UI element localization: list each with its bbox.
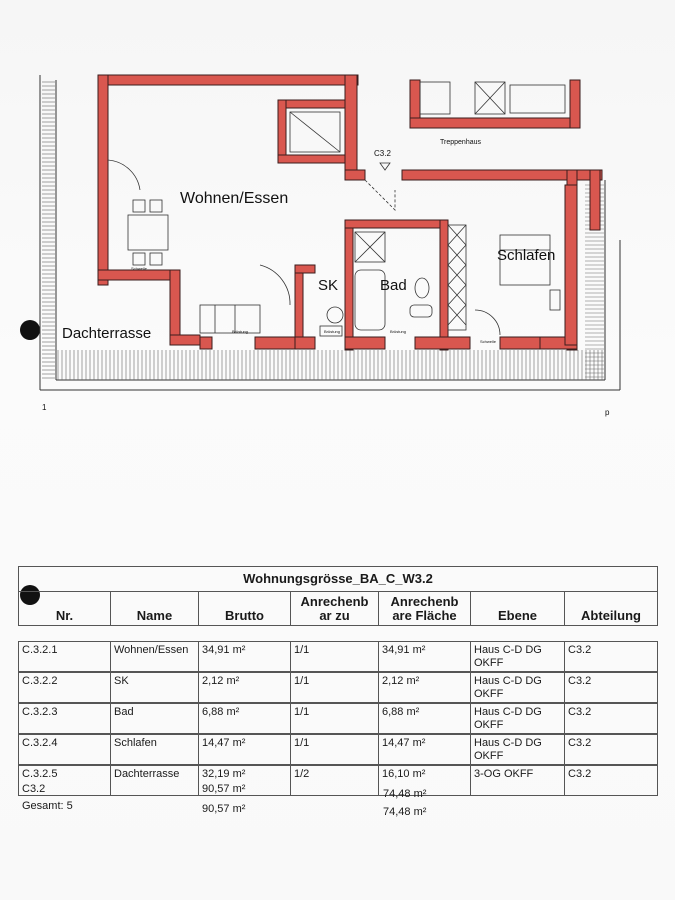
table-row <box>18 765 658 796</box>
bruestung-label: Brüstung <box>232 329 249 334</box>
cell-anrechenbar-zu: 1/1 <box>291 642 379 671</box>
cell-flaeche: 2,12 m² <box>379 673 471 702</box>
table-title: Wohnungsgrösse_BA_C_W3.2 <box>18 566 658 592</box>
subtotal-label: C3.2 <box>22 783 46 795</box>
cell-ebene: Haus C-D DG OKFF <box>471 735 565 764</box>
cell-flaeche: 16,10 m² <box>379 766 471 795</box>
cell-abteilung: C3.2 <box>568 768 592 780</box>
cell-nr: C.3.2.1 <box>19 642 111 671</box>
subtotal-brutto: 90,57 m² <box>202 783 246 795</box>
cell-abteilung: C3.2 <box>568 737 592 749</box>
room-label-sk: SK <box>318 277 339 294</box>
cell-abteilung: C3.2 <box>568 644 592 656</box>
table-header <box>18 592 658 626</box>
cell-name: SK <box>111 673 199 702</box>
table-row <box>18 672 658 703</box>
edge-mark-left: 1 <box>42 403 47 412</box>
cell-flaeche: 34,91 m² <box>379 642 471 671</box>
cell-anrechenbar-zu: 1/2 <box>291 766 379 795</box>
subtotal-flaeche: 74,48 m² <box>383 788 427 800</box>
cell-name: Wohnen/Essen <box>111 642 199 671</box>
floor-plan <box>0 60 675 430</box>
walls <box>98 75 602 350</box>
table-row <box>18 734 658 765</box>
total-brutto: 90,57 m² <box>202 803 246 815</box>
header-ebene: Ebene <box>471 592 565 625</box>
total-label: Gesamt: 5 <box>22 800 73 812</box>
unit-marker-arrow <box>380 163 390 170</box>
cell-flaeche: 6,88 m² <box>379 704 471 733</box>
room-label-wohnen: Wohnen/Essen <box>180 190 289 207</box>
room-label-bad: Bad <box>380 277 407 294</box>
cell-brutto: 34,91 m² <box>199 642 291 671</box>
cell-ebene: 3-OG OKFF <box>471 766 565 795</box>
table-row <box>18 641 658 672</box>
header-brutto: Brutto <box>199 592 291 625</box>
schwelle-label: Schwelle <box>131 266 148 271</box>
cell-nr: C.3.2.5 <box>19 766 111 795</box>
header-anrechenbare-flaeche: Anrechenb are Fläche <box>379 592 471 625</box>
cell-nr: C.3.2.2 <box>19 673 111 702</box>
cell-name: Schlafen <box>111 735 199 764</box>
room-label-dachterrasse: Dachterrasse <box>62 325 152 342</box>
cell-flaeche: 14,47 m² <box>379 735 471 764</box>
cell-ebene: Haus C-D DG OKFF <box>471 673 565 702</box>
bruestung-label: Brüstung <box>390 329 407 334</box>
edge-mark-right: p <box>605 408 610 417</box>
cell-brutto: 32,19 m² <box>199 766 291 795</box>
bruestung-label: Brüstung <box>324 329 341 334</box>
cell-abteilung: C3.2 <box>568 675 592 687</box>
cell-name: Bad <box>111 704 199 733</box>
total-flaeche: 74,48 m² <box>383 806 427 818</box>
cell-abteilung: C3.2 <box>568 706 592 718</box>
cell-nr: C.3.2.4 <box>19 735 111 764</box>
schwelle-label: Schwelle <box>480 339 497 344</box>
cell-anrechenbar-zu: 1/1 <box>291 673 379 702</box>
unit-marker-label: C3.2 <box>374 149 391 158</box>
header-nr: Nr. <box>19 592 111 625</box>
header-anrechenbar-zu: Anrechenb ar zu <box>291 592 379 625</box>
cell-ebene: Haus C-D DG OKFF <box>471 704 565 733</box>
cell-ebene: Haus C-D DG OKFF <box>471 642 565 671</box>
stair-label: Treppenhaus <box>440 139 481 146</box>
cell-brutto: 6,88 m² <box>199 704 291 733</box>
header-abteilung: Abteilung <box>581 608 641 623</box>
room-label-schlafen: Schlafen <box>497 247 556 264</box>
cell-brutto: 14,47 m² <box>199 735 291 764</box>
cell-brutto: 2,12 m² <box>199 673 291 702</box>
table-row <box>18 703 658 734</box>
cell-anrechenbar-zu: 1/1 <box>291 704 379 733</box>
cell-anrechenbar-zu: 1/1 <box>291 735 379 764</box>
cell-nr: C.3.2.3 <box>19 704 111 733</box>
header-name: Name <box>111 592 199 625</box>
cell-name: Dachterrasse <box>111 766 199 795</box>
